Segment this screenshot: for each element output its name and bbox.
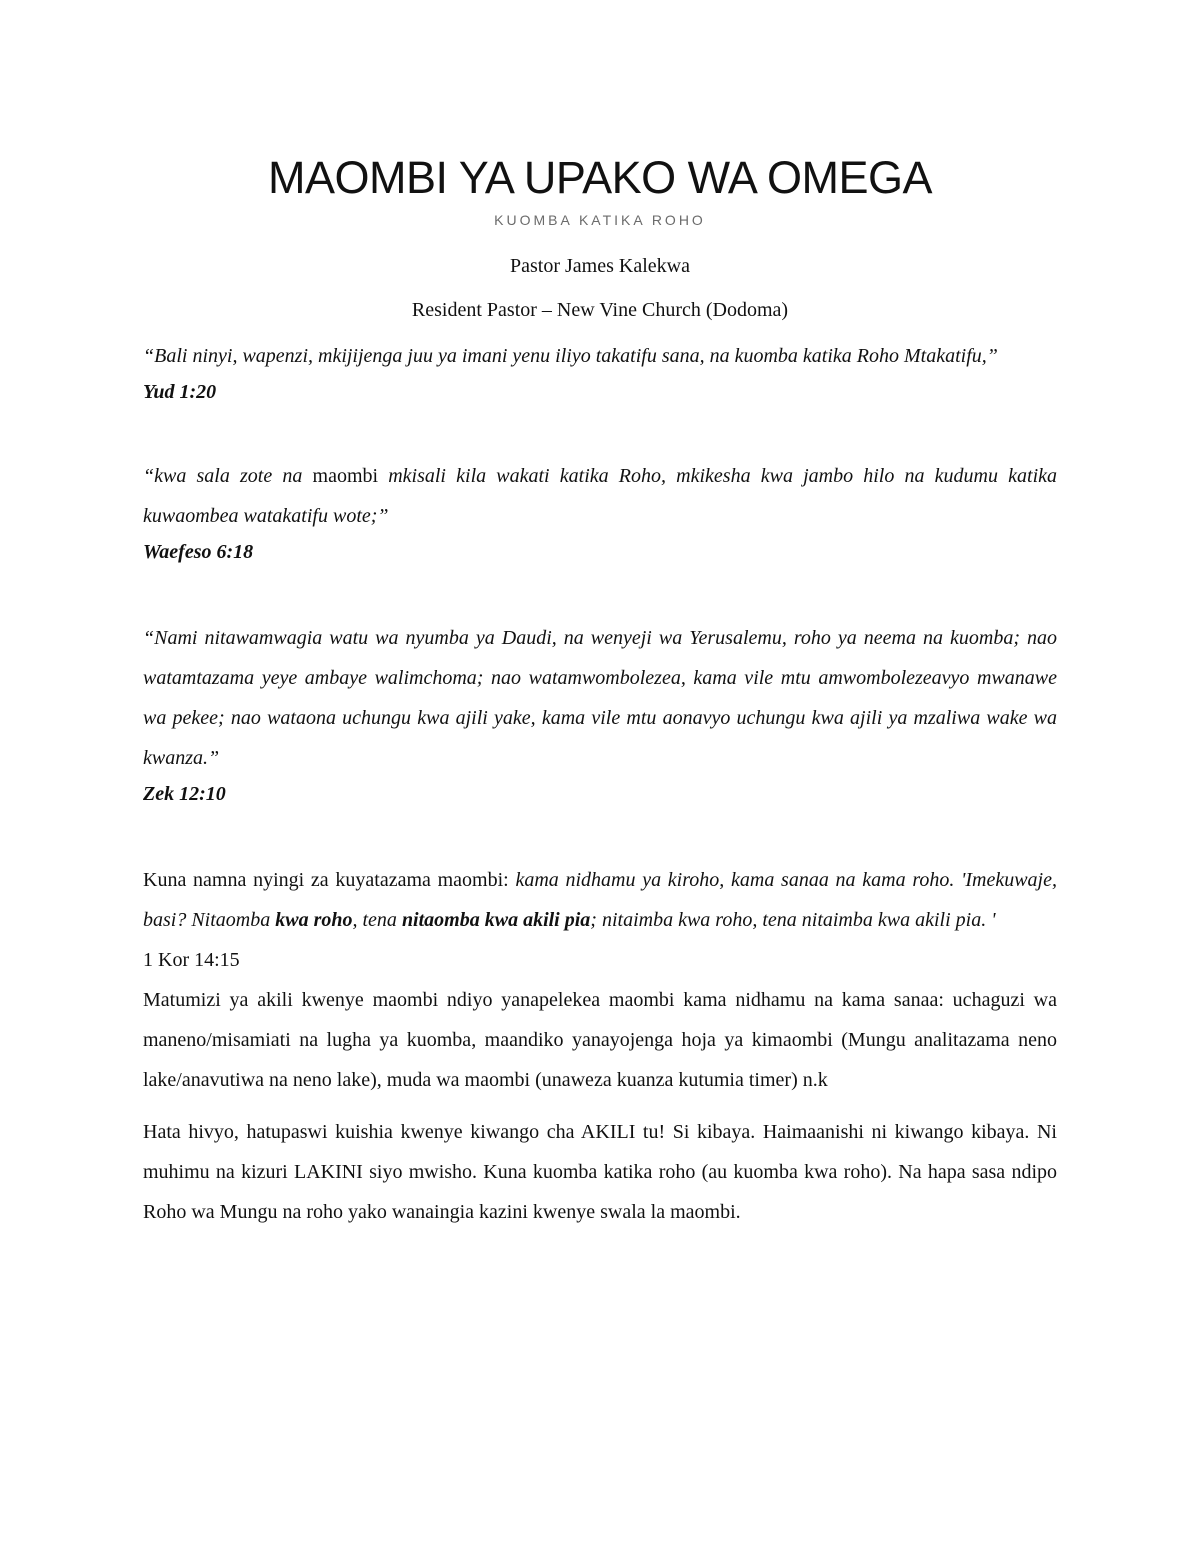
scripture-quote — [143, 456, 1057, 536]
paragraph-italic-text: ; nitaimba kwa roho, tena nitaimba kwa akili pia. ' — [590, 909, 996, 931]
author-name: Pastor James Kalekwa — [510, 255, 690, 277]
document-subtitle: KUOMBA KATIKA ROHO — [494, 212, 706, 228]
author-role: Resident Pastor – New Vine Church (Dodoma) — [411, 299, 789, 321]
scripture-quote: “Nami nitawamwagia watu wa nyumba ya Daudi, na wenyeji wa Yerusalemu, roho ya neema na kuomba; nao watamtazama yeye ambaye walimchoma; nao watamwombolezea, kama vile mtu amwombolezeavyo mwanawe wa pekee; nao wataona uchungu kwa ajili yake, kama vile mtu aonavyo uchungu kwa ajili ya mzaliwa wake wa kwanza.” — [143, 627, 1057, 769]
body-paragraph: Hata hivyo, hatupaswi kuishia kwenye kiwango cha AKILI tu! Si kibaya. Haimaanishi ni kiwango kibaya. Ni muhimu na kizuri LAKINI siyo mwisho. Kuna kuomba katika roho (au kuomba kwa roho). Na hapa sasa ndipo Roho wa Mungu na roho yako wanaingia kazini kwenye swala la maombi. — [143, 1121, 1057, 1223]
quote-text: mkisali kila wakati katika Roho, mkikesha kwa jambo hilo na kudumu katika kuwaombea watakatifu wote;” — [143, 465, 1057, 527]
scripture-reference: Zek 12:10 — [143, 783, 226, 805]
scripture-quote: “Bali ninyi, wapenzi, mkijijenga juu ya imani yenu iliyo takatifu sana, na kuomba katika Roho Mtakatifu,” — [143, 345, 998, 367]
scripture-citation: 1 Kor 14:15 — [143, 949, 240, 971]
body-paragraph: Matumizi ya akili kwenye maombi ndiyo yanapelekea maombi kama nidhamu na kama sanaa: uchaguzi wa maneno/misamiati na lugha ya kuomba, maandiko yanayojenga hoja ya kimaombi (Mungu analitazama neno lake/anavutiwa na neno lake), muda wa maombi (unaweza kuanza kutumia timer) n.k — [143, 989, 1057, 1091]
quote-text-plain: maombi — [312, 465, 379, 487]
paragraph-italic-text: , tena — [352, 909, 402, 931]
scripture-reference: Waefeso 6:18 — [143, 541, 254, 563]
quote-text: “kwa sala zote na — [143, 465, 313, 487]
paragraph-italic-text: kama nidhamu ya kiroho, kama sanaa na kama roho. 'Imekuwaje, basi? Nitaomba — [143, 869, 1057, 931]
paragraph-text: Kuna namna nyingi za kuyatazama maombi: — [143, 869, 516, 891]
scripture-reference: Yud 1:20 — [143, 381, 217, 403]
body-paragraph — [143, 860, 1057, 940]
document-title: MAOMBI YA UPAKO WA OMEGA — [268, 152, 932, 203]
paragraph-bold-text: kwa roho — [275, 909, 353, 931]
paragraph-bold-text: nitaomba kwa akili pia — [401, 909, 591, 931]
